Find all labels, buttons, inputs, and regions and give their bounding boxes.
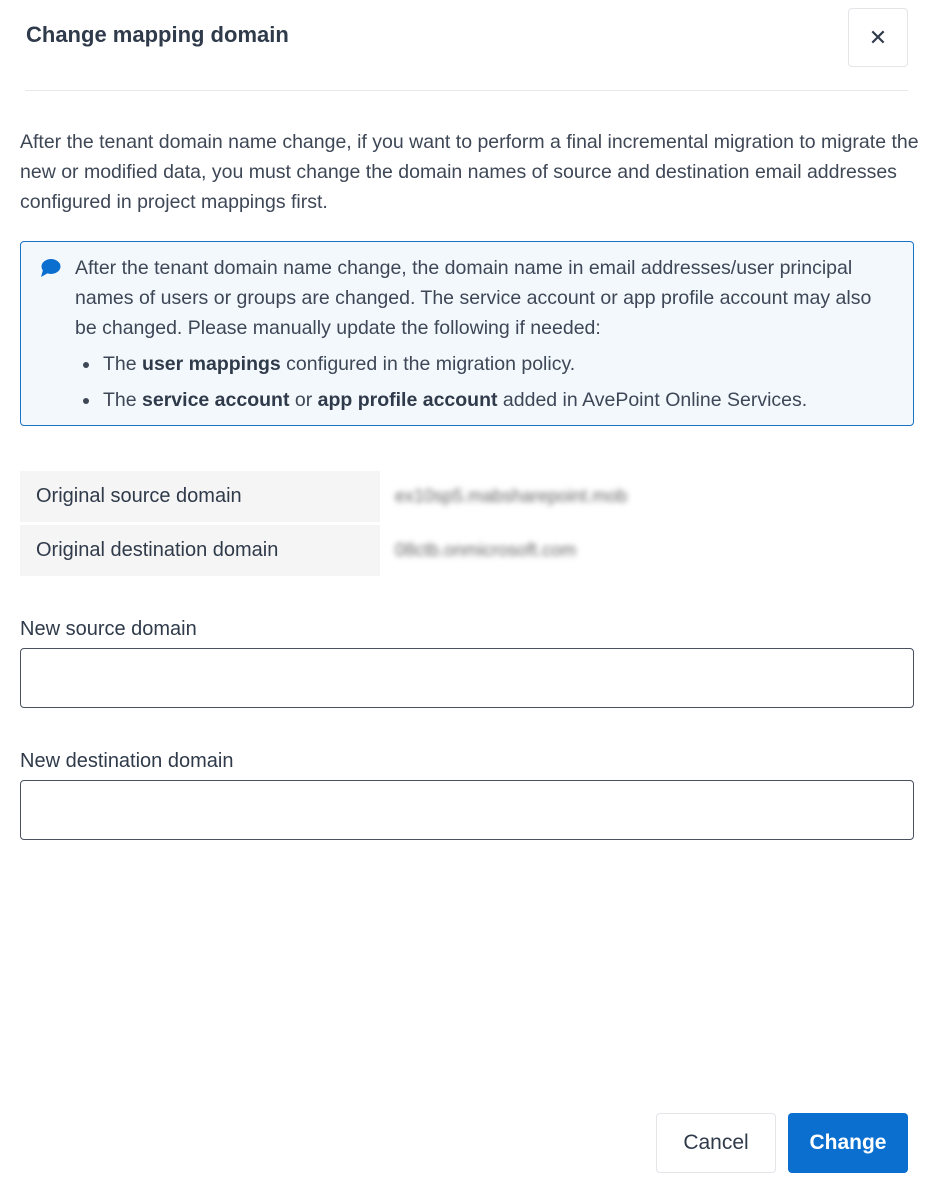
new-destination-input[interactable] <box>20 780 914 840</box>
new-destination-label: New destination domain <box>20 750 234 772</box>
info-bullet: The user mappings configured in the migration policy. <box>75 346 893 382</box>
dialog-title: Change mapping domain <box>26 22 289 47</box>
divider <box>25 90 908 91</box>
cancel-button[interactable]: Cancel <box>656 1113 776 1173</box>
original-destination-label: Original destination domain <box>20 525 380 576</box>
original-source-value: ex10sp5.mabsharepoint.mob <box>395 486 628 506</box>
original-source-label: Original source domain <box>20 471 380 522</box>
new-source-input[interactable] <box>20 648 914 708</box>
info-text: After the tenant domain name change, the domain name in email addresses/user principal names of users or groups are changed. The service account or app profile account may also be changed. Please manually update the following if needed: <box>75 257 872 339</box>
change-button[interactable]: Change <box>788 1113 908 1173</box>
info-bullet: The service account or app profile account added in AvePoint Online Services. <box>75 382 893 418</box>
intro-text: After the tenant domain name change, if you want to perform a final incremental migration to migrate the new or modified data, you must change the domain names of source and destination email addresses configured in project mappings first. <box>20 131 919 213</box>
close-button[interactable] <box>848 8 908 67</box>
close-icon: ✕ <box>868 24 888 50</box>
new-source-label: New source domain <box>20 618 197 640</box>
original-destination-value: 08ctb.onmicrosoft.com <box>395 540 577 560</box>
info-box <box>20 241 914 426</box>
chat-bubble-icon <box>39 258 61 278</box>
